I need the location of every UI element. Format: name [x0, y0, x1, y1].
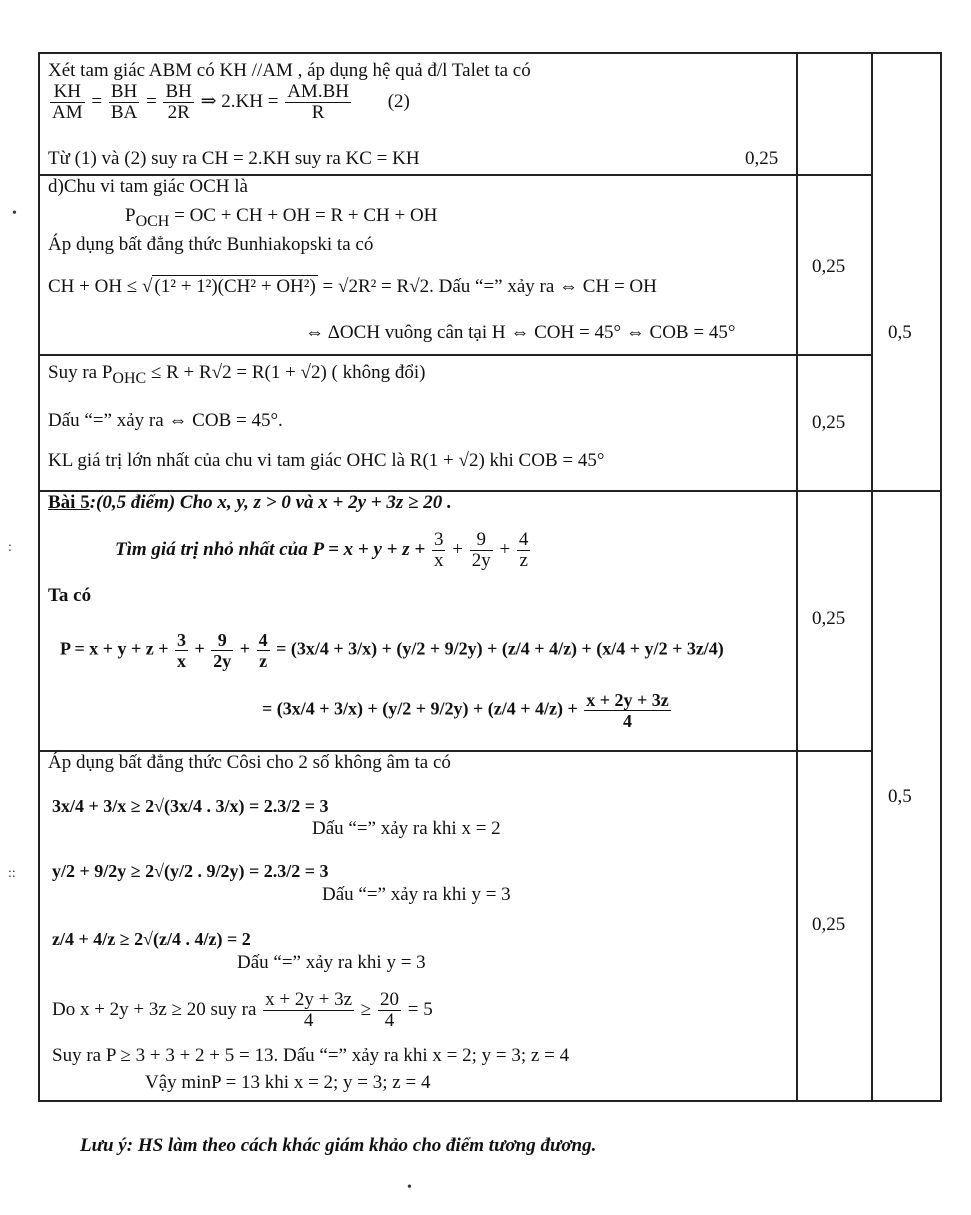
cosi-eq-cond-3: Dấu “=” xảy ra khi y = 3: [237, 952, 426, 973]
row2-score: 0,25: [812, 256, 846, 277]
expansion-line-2: = (3x/4 + 3/x) + (y/2 + 9/2y) + (z/4 + 4/z) + $\frac{x + 2y + 3z}{4}$: [262, 690, 669, 731]
bunhiakopski-text: Áp dụng bất đẳng thức Bunhiakopski ta có: [48, 234, 374, 255]
scan-speck: :: [8, 540, 12, 555]
cosi-line: Áp dụng bất đẳng thức Côsi cho 2 số không âm ta có: [48, 752, 451, 773]
fraction-ambh-r: $\frac{AM.BH}{R}$: [287, 81, 349, 123]
inequality-line: CH + OH ≤ √ (1² + 1²)(CH² + OH²) = √2R² = R√2. Dấu “=” xảy ra ⇔ CH = OH: [48, 276, 657, 297]
cosi-ineq-2: y/2 + 9/2y ≥ 2√(y/2 . 9/2y) = 2.3/2 = 3: [52, 861, 329, 881]
perimeter-formula: $P_{OCH}$ = OC + CH + OH = R + CH + OH: [125, 205, 438, 230]
group1-score: 0,5: [888, 322, 912, 343]
row3-score: 0,25: [812, 412, 846, 433]
conclusion-line: Suy ra P ≥ 3 + 3 + 2 + 5 = 13. Dấu “=” xảy ra khi x = 2; y = 3; z = 4: [52, 1045, 570, 1066]
equation-label: (2): [387, 90, 410, 112]
column-divider-1: [796, 54, 798, 1100]
footnote: Lưu ý: HS làm theo cách khác giám khảo cho điểm tương đương.: [80, 1135, 597, 1156]
row5-score: 0,25: [812, 914, 846, 935]
expansion-line-1: P = x + y + z + $\frac{3}{x}$ + $\frac{9}{2y}$ + $\frac{4}{z}$ = (3x/4 + 3/x) + (y/2 + 9/2y) + (z/4 + 4/z) + (x/4 + y/2 + 3z/4): [60, 630, 724, 671]
taco-label: Ta có: [48, 585, 92, 606]
row3-line2: Dấu “=” xảy ra ⇔ COB = 45°.: [48, 410, 283, 431]
cosi-ineq-3: z/4 + 4/z ≥ 2√(z/4 . 4/z) = 2: [52, 929, 251, 949]
group2-score: 0,5: [888, 786, 912, 807]
row1-line3: Từ (1) và (2) suy ra CH = 2.KH suy ra KC = KH: [48, 148, 420, 169]
row1-score: 0,25: [745, 148, 779, 169]
fraction-kh-am: $\frac{KH}{AM}$: [52, 81, 83, 123]
sum-condition-line: Do x + 2y + 3z ≥ 20 suy ra $\frac{x + 2y + 3z}{4}$ ≥ $\frac{20}{4}$ = 5: [52, 989, 433, 1031]
fraction-bh-2r: $\frac{BH}{2R}$: [165, 81, 192, 123]
cosi-eq-cond-1: Dấu “=” xảy ra khi x = 2: [312, 818, 501, 839]
row1-line1: Xét tam giác ABM có KH //AM , áp dụng hệ quả đ/l Talet ta có: [48, 60, 531, 81]
cosi-ineq-1: 3x/4 + 3/x ≥ 2√(3x/4 . 3/x) = 2.3/2 = 3: [52, 796, 329, 816]
row2-title: d)Chu vi tam giác OCH là: [48, 176, 248, 197]
scan-speck: •: [12, 206, 17, 221]
find-min-line: Tìm giá trị nhỏ nhất của P = x + y + z + $\frac{3}{x}$ + $\frac{9}{2y}$ + $\frac{4}{z}$: [115, 529, 529, 571]
fraction-bh-ba: $\frac{BH}{BA}$: [110, 81, 138, 123]
row3-line3: KL giá trị lớn nhất của chu vi tam giác OHC là R(1 + √2) khi COB = 45°: [48, 450, 605, 471]
row3-line1: Suy ra $P_{OHC} \le R + R√2 = R(1 + √2)$ ( không đổi): [48, 362, 426, 387]
cosi-eq-cond-2: Dấu “=” xảy ra khi y = 3: [322, 884, 511, 905]
bai5-header: Bài 5:(0,5 điểm) Cho x, y, z > 0 và x + 2y + 3z ≥ 20 .: [48, 492, 452, 513]
row1-line2: $\frac{KH}{AM}$ = $\frac{BH}{BA}$ = $\frac{BH}{2R}$ ⇒ 2.KH = $\frac{AM.BH}{R}$ (2): [52, 81, 410, 123]
min-value-line: Vậy minP = 13 khi x = 2; y = 3; z = 4: [145, 1072, 431, 1093]
iff-line: ⇔ ΔOCH vuông cân tại H ⇔ COH = 45° ⇔ COB = 45°: [305, 322, 736, 343]
row-divider-2: [40, 354, 873, 356]
scan-speck: ::: [8, 866, 16, 881]
row4-score: 0,25: [812, 608, 846, 629]
column-divider-2: [871, 54, 873, 1100]
scan-speck: •: [407, 1180, 412, 1195]
